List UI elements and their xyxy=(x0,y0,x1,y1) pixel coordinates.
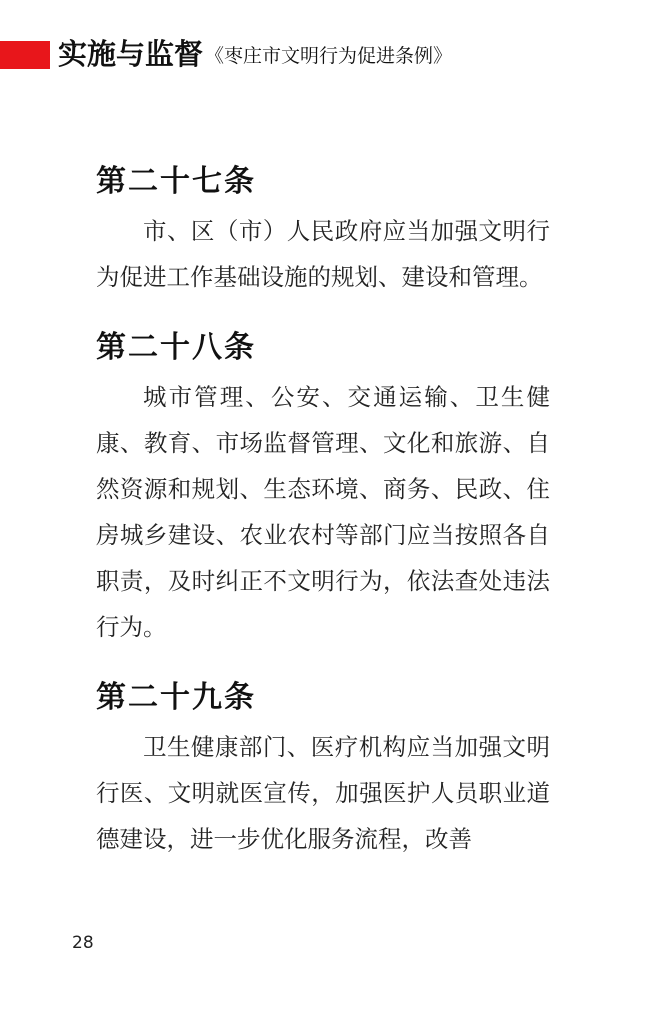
article-body: 市、区（市）人民政府应当加强文明行为促进工作基础设施的规划、建设和管理。 xyxy=(96,217,550,291)
article-heading: 第二十九条 xyxy=(96,680,256,715)
article-27 xyxy=(96,160,550,300)
article-heading: 第二十七条 xyxy=(96,164,256,199)
page-content xyxy=(96,160,550,888)
page-header xyxy=(0,36,600,72)
header-accent-bar xyxy=(0,41,50,69)
page-number: 28 xyxy=(72,933,94,953)
regulation-title: 《枣庄市文明行为促进条例》 xyxy=(205,45,453,67)
article-body: 城市管理、公安、交通运输、卫生健康、教育、市场监督管理、文化和旅游、自然资源和规划、生态环境、商务、民政、住房城乡建设、农业农村等部门应当按照各自职责，及时纠正不文明行为，依法查处违法行为。 xyxy=(96,383,550,641)
article-body: 卫生健康部门、医疗机构应当加强文明行医、文明就医宣传，加强医护人员职业道德建设，进一步优化服务流程，改善 xyxy=(96,733,550,853)
article-28 xyxy=(96,326,550,650)
section-title: 实施与监督 xyxy=(58,37,204,71)
article-29 xyxy=(96,676,550,862)
article-heading: 第二十八条 xyxy=(96,330,256,365)
